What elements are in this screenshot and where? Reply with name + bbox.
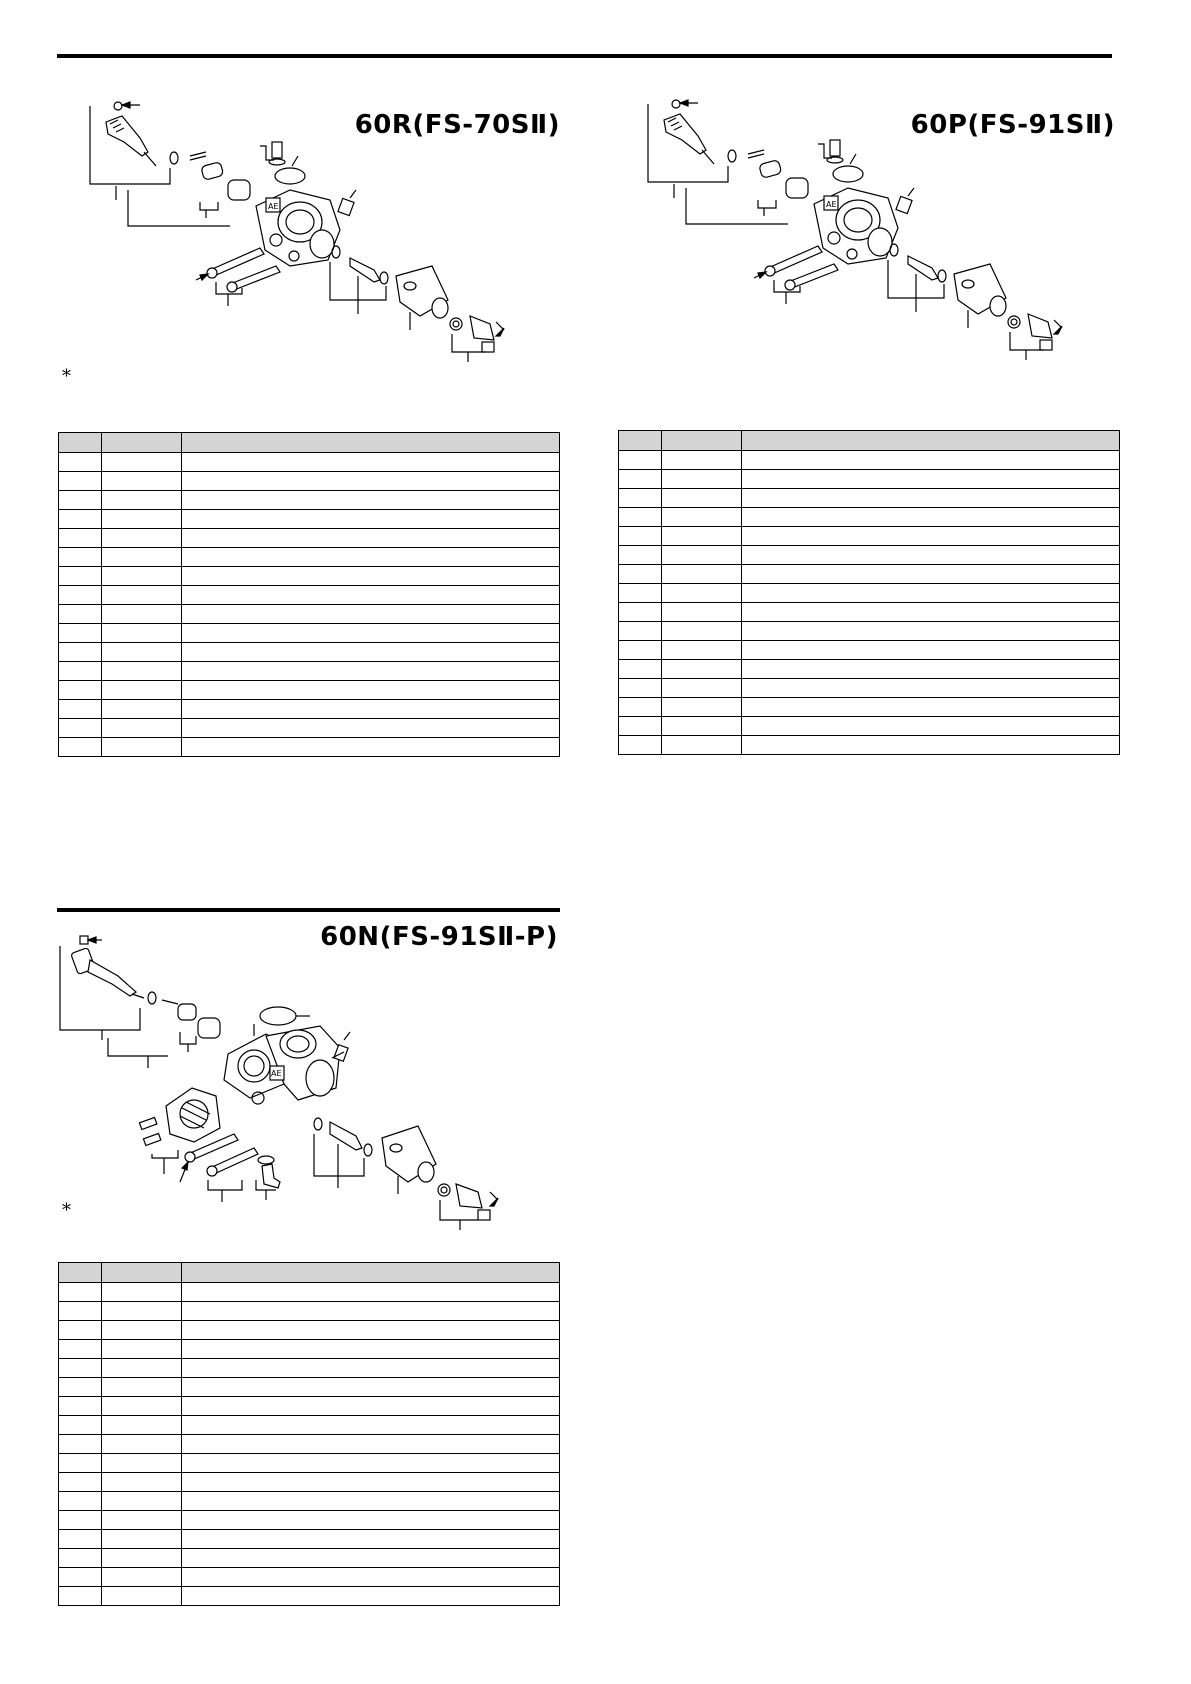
table-row — [59, 1511, 560, 1530]
table-row — [59, 510, 560, 529]
table-header-row — [59, 433, 560, 453]
table-row — [619, 489, 1120, 508]
table-row — [59, 1549, 560, 1568]
table-row — [59, 1587, 560, 1606]
table-row — [59, 719, 560, 738]
table-row — [619, 660, 1120, 679]
section-title-60p: 60P(FS-91SⅡ) — [910, 110, 1115, 140]
table-row — [59, 643, 560, 662]
table-row — [59, 700, 560, 719]
table-row — [619, 698, 1120, 717]
parts-table-60n — [58, 1262, 560, 1606]
table-row — [59, 1416, 560, 1435]
table-row — [59, 662, 560, 681]
svg-text:AE: AE — [826, 200, 837, 209]
table-row — [619, 603, 1120, 622]
table-row — [59, 1302, 560, 1321]
table-row — [59, 1492, 560, 1511]
table-row — [619, 622, 1120, 641]
carburetor-diagram-60n — [58, 928, 560, 1238]
table-row — [59, 1359, 560, 1378]
table-row — [59, 1321, 560, 1340]
table-row — [59, 1454, 560, 1473]
table-row — [59, 453, 560, 472]
parts-table-60r — [58, 432, 560, 757]
table-row — [619, 546, 1120, 565]
note-asterisk-60r: * — [62, 366, 71, 387]
table-row — [59, 1568, 560, 1587]
table-row — [59, 1378, 560, 1397]
table-row — [59, 1435, 560, 1454]
note-asterisk-60n: * — [62, 1200, 71, 1221]
table-header-row — [619, 431, 1120, 451]
carburetor-diagram-60p — [618, 90, 1118, 400]
table-row — [59, 567, 560, 586]
table-row — [59, 1283, 560, 1302]
table-row — [619, 584, 1120, 603]
table-row — [619, 470, 1120, 489]
table-row — [59, 529, 560, 548]
table-row — [59, 738, 560, 757]
table-row — [59, 605, 560, 624]
svg-text:AE: AE — [271, 1069, 282, 1078]
table-row — [59, 1530, 560, 1549]
table-row — [619, 717, 1120, 736]
table-row — [619, 679, 1120, 698]
table-row — [59, 1473, 560, 1492]
table-row — [59, 1397, 560, 1416]
table-row — [59, 681, 560, 700]
section-rule-60n — [57, 908, 560, 912]
section-title-60r: 60R(FS-70SⅡ) — [354, 110, 560, 140]
table-row — [59, 491, 560, 510]
table-row — [619, 508, 1120, 527]
table-row — [59, 472, 560, 491]
table-row — [59, 548, 560, 567]
table-row — [59, 1340, 560, 1359]
table-row — [59, 586, 560, 605]
table-row — [619, 451, 1120, 470]
section-title-60n: 60N(FS-91SⅡ-P) — [320, 922, 558, 952]
table-row — [619, 565, 1120, 584]
table-row — [619, 527, 1120, 546]
table-row — [619, 641, 1120, 660]
parts-table-60p — [618, 430, 1120, 755]
top-rule — [57, 54, 1112, 58]
table-header-row — [59, 1263, 560, 1283]
table-row — [619, 736, 1120, 755]
table-row — [59, 624, 560, 643]
carburetor-diagram-60r — [60, 90, 560, 400]
svg-text:AE: AE — [268, 202, 279, 211]
